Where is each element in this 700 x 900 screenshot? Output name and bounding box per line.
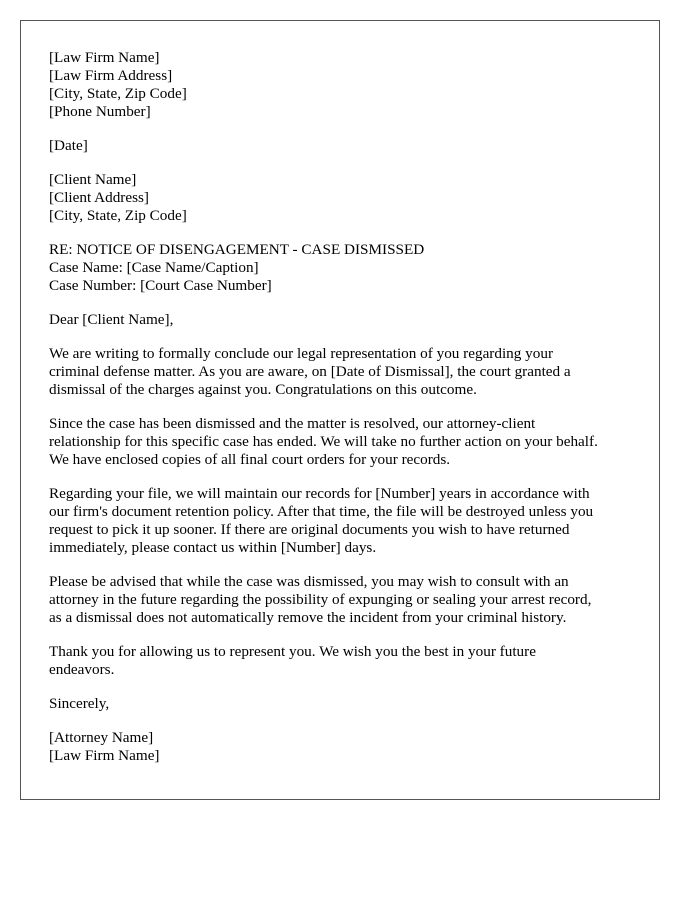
recipient-name: [Client Name] <box>49 171 137 188</box>
body-line: attorney in the future regarding the possibility of expunging or sealing your arrest record, <box>49 591 592 608</box>
body-paragraph-4 <box>49 573 631 627</box>
signature-block <box>49 729 631 765</box>
letter-page <box>20 20 660 800</box>
recipient-address-block <box>49 171 631 225</box>
body-line: relationship for this specific case has ended. We will take no further action on your behalf. <box>49 433 598 450</box>
date-block <box>49 137 631 155</box>
re-line: RE: NOTICE OF DISENGAGEMENT - CASE DISMISSED <box>49 241 425 258</box>
salutation: Dear [Client Name], <box>49 311 174 328</box>
case-number-line: Case Number: [Court Case Number] <box>49 277 272 294</box>
case-name-line: Case Name: [Case Name/Caption] <box>49 259 259 276</box>
sender-phone: [Phone Number] <box>49 103 151 120</box>
body-line: Please be advised that while the case was dismissed, you may wish to consult with an <box>49 573 569 590</box>
body-line: as a dismissal does not automatically remove the incident from your criminal history. <box>49 609 567 626</box>
attorney-name: [Attorney Name] <box>49 729 154 746</box>
body-line: criminal defense matter. As you are aware, on [Date of Dismissal], the court granted a <box>49 363 571 380</box>
sender-address-block <box>49 49 631 121</box>
body-line: Regarding your file, we will maintain our records for [Number] years in accordance with <box>49 485 590 502</box>
sender-firm-name: [Law Firm Name] <box>49 49 160 66</box>
sender-city-state-zip: [City, State, Zip Code] <box>49 85 187 102</box>
body-paragraph-3 <box>49 485 631 557</box>
subject-block <box>49 241 631 295</box>
body-line: our firm's document retention policy. After that time, the file will be destroyed unless you <box>49 503 594 520</box>
body-line: immediately, please contact us within [Number] days. <box>49 539 377 556</box>
body-line: request to pick it up sooner. If there are original documents you wish to have returned <box>49 521 570 538</box>
closing: Sincerely, <box>49 695 110 712</box>
body-line: Thank you for allowing us to represent you. We wish you the best in your future <box>49 643 536 660</box>
body-line: dismissal of the charges against you. Congratulations on this outcome. <box>49 381 477 398</box>
body-paragraph-1 <box>49 345 631 399</box>
closing-block <box>49 695 631 713</box>
sender-firm-address: [Law Firm Address] <box>49 67 173 84</box>
body-paragraph-2 <box>49 415 631 469</box>
letter-date: [Date] <box>49 137 88 154</box>
recipient-city-state-zip: [City, State, Zip Code] <box>49 207 187 224</box>
recipient-address: [Client Address] <box>49 189 149 206</box>
body-line: Since the case has been dismissed and the matter is resolved, our attorney-client <box>49 415 536 432</box>
body-paragraph-5 <box>49 643 631 679</box>
body-line: endeavors. <box>49 661 115 678</box>
salutation-block <box>49 311 631 329</box>
signature-firm-name: [Law Firm Name] <box>49 747 160 764</box>
body-line: We are writing to formally conclude our legal representation of you regarding your <box>49 345 554 362</box>
body-line: We have enclosed copies of all final court orders for your records. <box>49 451 451 468</box>
